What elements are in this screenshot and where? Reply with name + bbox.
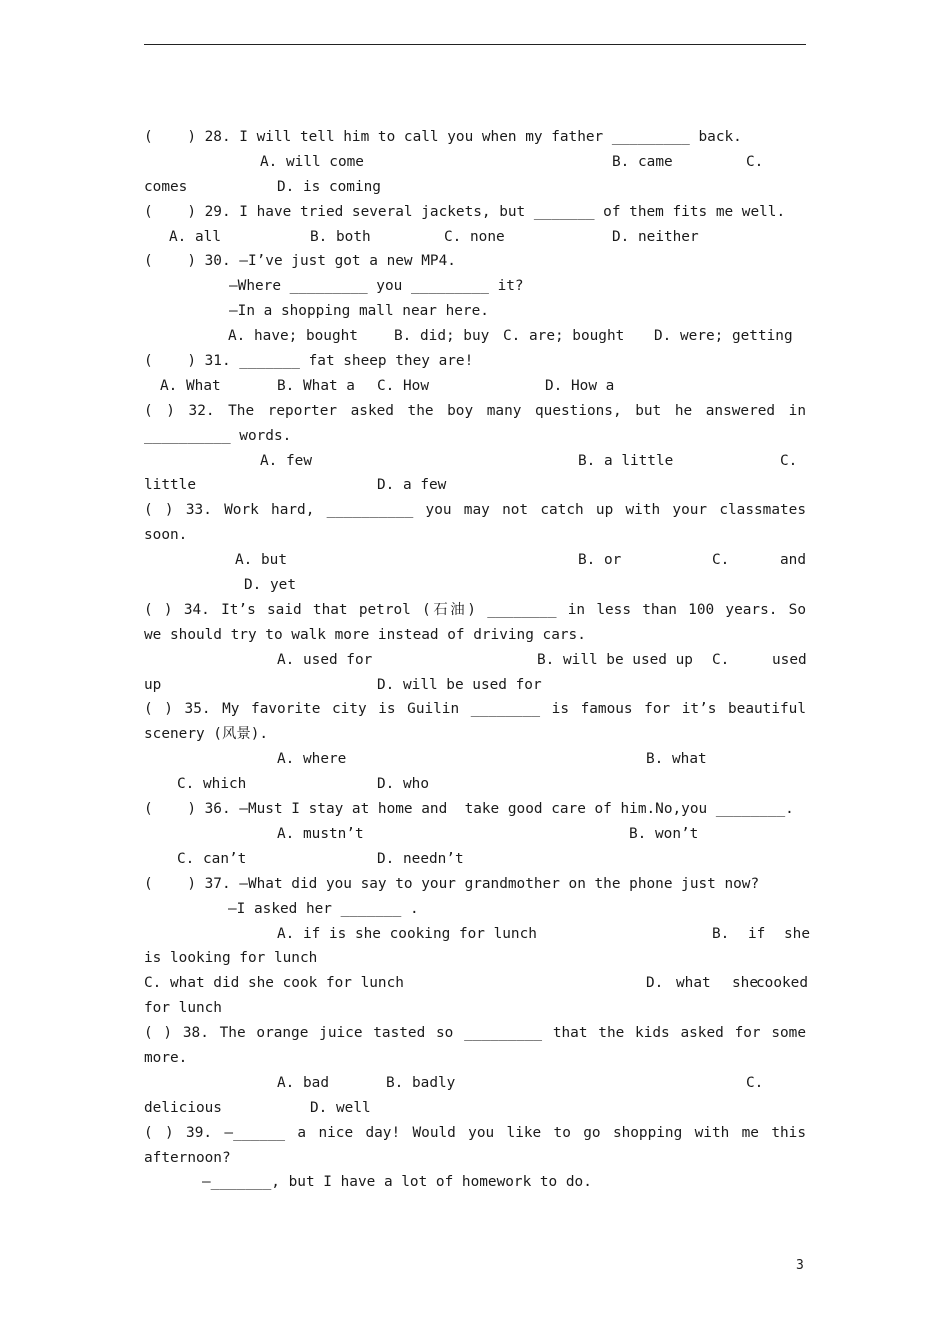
- text-segment: delicious: [144, 1099, 222, 1116]
- text-line: [144, 1071, 806, 1096]
- text-segment: A. but: [235, 552, 287, 569]
- text-segment: A. if is she cooking for lunch: [277, 925, 537, 942]
- text-line: [144, 673, 806, 698]
- page-number: 3: [796, 1258, 804, 1273]
- text-segment: C.: [712, 651, 730, 668]
- text-segment: C. can’t: [177, 850, 247, 867]
- text-segment: A. What: [160, 377, 221, 394]
- text-line: ( ) 36. —Must I stay at home and take good care of him.No,you ________.: [144, 801, 794, 818]
- text-segment: B. what: [646, 751, 707, 768]
- text-segment: D.: [646, 975, 664, 992]
- text-segment: cooked: [756, 975, 808, 992]
- text-segment: B. won’t: [629, 825, 699, 842]
- text-line: [144, 822, 806, 847]
- text-segment: C.: [746, 1074, 764, 1091]
- text-segment: C.: [712, 552, 730, 569]
- text-line: [144, 573, 806, 598]
- text-line: [144, 324, 806, 349]
- text-segment: A. will come: [260, 153, 364, 170]
- text-line: ( ) 34. It’s said that petrol (石油) ________ in less than 100 years. So: [144, 601, 806, 618]
- text-line: [144, 374, 806, 399]
- text-line: ( ) 39. —______ a nice day! Would you like to go shopping with me this: [144, 1124, 806, 1141]
- text-line: [144, 449, 806, 474]
- text-line: [144, 548, 806, 573]
- text-segment: B. both: [310, 228, 371, 245]
- text-segment: D. How a: [545, 377, 615, 394]
- text-line: ( ) 37. —What did you say to your grandmother on the phone just now?: [144, 875, 760, 892]
- text-segment: D. well: [310, 1099, 371, 1116]
- text-segment: D. were; getting: [654, 328, 793, 345]
- text-segment: D. is coming: [277, 178, 381, 195]
- text-line: [144, 175, 806, 200]
- text-line: for lunch: [144, 1000, 222, 1017]
- text-segment: C.: [746, 153, 764, 170]
- text-line: more.: [144, 1049, 188, 1066]
- text-segment: C. are; bought: [503, 328, 625, 345]
- text-line: [144, 922, 810, 947]
- text-segment: and: [780, 552, 806, 569]
- text-segment: B. badly: [386, 1074, 456, 1091]
- text-segment: what: [676, 975, 711, 992]
- text-segment: D. who: [377, 776, 429, 793]
- text-segment: C. what did she cook for lunch: [144, 975, 404, 992]
- text-line: [144, 1170, 806, 1195]
- text-line: scenery (风景).: [144, 726, 269, 743]
- text-segment: D. a few: [377, 477, 447, 494]
- text-segment: D. neither: [612, 228, 699, 245]
- text-line: [144, 847, 806, 872]
- text-line: ( ) 32. The reporter asked the boy many questions, but he answered in: [144, 402, 806, 419]
- text-line: [144, 274, 806, 299]
- text-segment: —In a shopping mall near here.: [229, 303, 489, 320]
- text-segment: —Where _________ you _________ it?: [229, 278, 524, 295]
- text-segment: C. How: [377, 377, 429, 394]
- text-line: [144, 1096, 806, 1121]
- text-line: [144, 747, 806, 772]
- text-segment: she: [732, 975, 758, 992]
- text-segment: comes: [144, 178, 188, 195]
- text-segment: A. few: [260, 452, 312, 469]
- text-line: ( ) 33. Work hard, __________ you may not catch up with your classmates: [144, 502, 806, 519]
- text-segment: D. yet: [244, 577, 296, 594]
- text-line: we should try to walk more instead of driving cars.: [144, 626, 586, 643]
- header-rule: [144, 44, 806, 45]
- text-line: [144, 299, 806, 324]
- text-segment: C.: [780, 452, 798, 469]
- text-segment: A. have; bought: [228, 328, 358, 345]
- text-segment: B. a little: [578, 452, 674, 469]
- text-line: [144, 971, 806, 996]
- exercise-text: [144, 125, 810, 1195]
- text-line: ( ) 31. _______ fat sheep they are!: [144, 353, 474, 370]
- text-segment: A. bad: [277, 1074, 329, 1091]
- text-segment: B. What a: [277, 377, 355, 394]
- text-line: ( ) 29. I have tried several jackets, but _______ of them fits me well.: [144, 203, 786, 220]
- text-segment: A. where: [277, 751, 347, 768]
- text-line: [144, 473, 806, 498]
- text-line: __________ words.: [144, 427, 292, 444]
- text-line: [144, 648, 806, 673]
- text-segment: little: [144, 477, 196, 494]
- text-line: [144, 897, 806, 922]
- text-line: [144, 225, 806, 250]
- text-segment: D. needn’t: [377, 850, 464, 867]
- text-line: [144, 772, 806, 797]
- text-segment: —I asked her _______ .: [228, 900, 419, 917]
- text-segment: B. came: [612, 153, 673, 170]
- text-segment: C. which: [177, 776, 247, 793]
- text-line: soon.: [144, 527, 188, 544]
- text-segment: B. did; buy: [394, 328, 490, 345]
- text-segment: —_______, but I have a lot of homework to do.: [202, 1174, 592, 1191]
- text-segment: A. mustn’t: [277, 825, 364, 842]
- text-segment: B. will be used up: [537, 651, 693, 668]
- text-line: ( ) 38. The orange juice tasted so _________ that the kids asked for some: [144, 1025, 806, 1042]
- text-line: ( ) 28. I will tell him to call you when my father _________ back.: [144, 129, 742, 145]
- text-line: is looking for lunch: [144, 950, 318, 967]
- text-segment: she: [784, 925, 810, 942]
- text-line: ( ) 30. —I’ve just got a new MP4.: [144, 253, 456, 270]
- text-segment: B. or: [578, 552, 622, 569]
- text-segment: used: [772, 651, 807, 668]
- text-segment: D. will be used for: [377, 676, 542, 693]
- text-line: ( ) 35. My favorite city is Guilin ________ is famous for it’s beautiful: [144, 701, 806, 718]
- text-segment: up: [144, 676, 162, 693]
- text-segment: B.: [712, 925, 730, 942]
- text-segment: if: [748, 925, 766, 942]
- text-segment: A. used for: [277, 651, 373, 668]
- text-segment: A. all: [169, 228, 221, 245]
- text-line: afternoon?: [144, 1149, 231, 1166]
- text-line: [144, 150, 806, 175]
- text-segment: C. none: [444, 228, 505, 245]
